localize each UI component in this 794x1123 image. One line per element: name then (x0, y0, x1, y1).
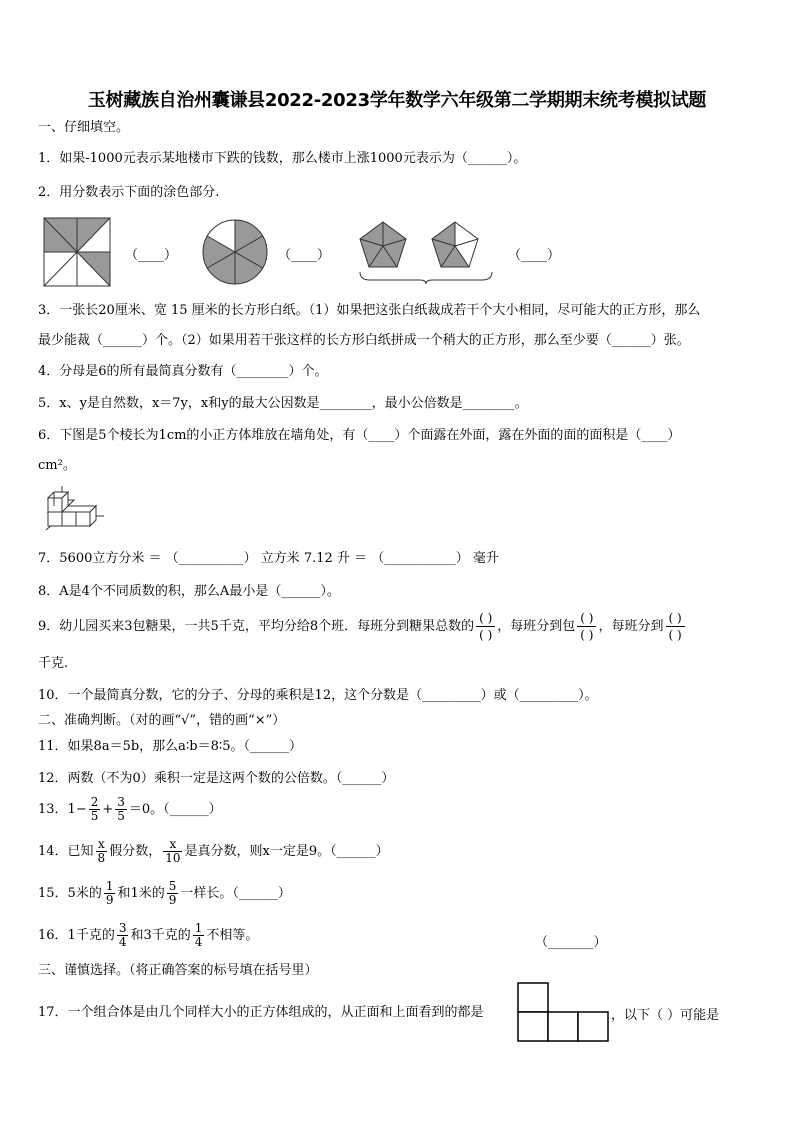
q13-fraction-1 (89, 796, 101, 823)
q13-f2-den: 5 (117, 809, 125, 823)
q14-post: 是真分数，则x一定是9。（______） (184, 844, 389, 859)
q13-fraction-2 (115, 796, 127, 823)
q14-pre: 14．已知 (38, 844, 94, 859)
section-heading-2: 二、准确判断。（对的画“√”，错的画“×”） (38, 713, 286, 728)
q15-f2-den: 9 (168, 893, 177, 907)
section-heading-3: 三、谨慎选择。（将正确答案的标号填在括号里） (38, 963, 318, 978)
question-9-line-2: 千克. (38, 656, 69, 671)
q16-mid: 和3千克的 (130, 928, 191, 943)
q16-f2-num: 1 (194, 921, 203, 935)
q14-f1-num: x (96, 838, 108, 852)
q9-text-3: ，每班分到 (598, 619, 664, 634)
question-15 (38, 880, 291, 907)
circle-fraction-figure (203, 220, 267, 284)
q2-blank-1: （____） (125, 248, 178, 263)
q14-f2-den: 10 (165, 851, 181, 865)
q14-fraction-2 (163, 838, 182, 865)
question-17-text-2: ，以下（ ）可能是 (611, 1008, 720, 1023)
question-5: 5．x、y是自然数，x＝7y，x和y的最大公因数是________，最小公倍数是________。 (38, 396, 528, 411)
q13-plus: + (102, 802, 114, 817)
q9-text-1: 9．幼儿园买来3包糖果，一共5千克，平均分给8个班．每班分到糖果总数的 (38, 619, 475, 634)
q9-fraction-blank-1 (476, 610, 495, 643)
q16-f1-num: 3 (118, 921, 127, 935)
q17-view-figure (517, 982, 609, 1042)
q9-fraction-blank-3 (666, 610, 685, 643)
q14-mid: 假分数， (109, 844, 162, 859)
corner-cubes-figure (40, 486, 110, 536)
question-13 (38, 796, 222, 823)
question-14 (38, 838, 389, 865)
q9-f2-den: ( ) (580, 628, 594, 642)
q15-post: 一样长。（______） (180, 886, 291, 901)
q9-text-2: ，每班分到包 (497, 619, 576, 634)
q14-f2-num: x (163, 838, 182, 852)
question-3-line-1: 3．一张长20厘米、宽 15 厘米的长方形白纸。（1）如果把这张白纸裁成若干个大小相同，尽可能大的正方形，那么 (38, 303, 701, 318)
q2-blank-3: （____） (508, 248, 561, 263)
q15-f2-num: 5 (168, 879, 177, 893)
q13-pre: 13．1− (38, 802, 87, 817)
question-4: 4．分母是6的所有最简真分数有（________）个。 (38, 364, 328, 379)
q13-f2-num: 3 (117, 795, 125, 809)
question-3-line-2: 最少能裁（______）个。（2）如果用若干张这样的长方形白纸拼成一个稍大的正方形，那么至少要（______）张。 (38, 333, 690, 348)
q14-f1-den: 8 (97, 851, 106, 865)
q13-f1-num: 2 (90, 795, 99, 809)
q15-f1-den: 9 (105, 893, 114, 907)
q13-post: ＝0。（______） (128, 802, 222, 817)
section-heading-1: 一、仔细填空。 (38, 120, 130, 135)
question-6-line-2: cm²。 (38, 458, 76, 473)
question-1: 1．如果-1000元表示某地楼市下跌的钱数，那么楼市上涨1000元表示为（______）。 (38, 151, 527, 166)
q16-blank: （_______） (535, 935, 607, 950)
q9-f1-den: ( ) (479, 628, 493, 642)
q15-fraction-2 (167, 880, 179, 907)
q15-pre: 15．5米的 (38, 886, 102, 901)
page-title: 玉树藏族自治州囊谦县2022-2023学年数学六年级第二学期期末统考模拟试题 (87, 90, 707, 111)
q16-fraction-2 (193, 922, 205, 949)
pentagon-pair-figure (356, 218, 496, 282)
q15-f1-num: 1 (105, 879, 114, 893)
q14-fraction-1 (96, 838, 108, 865)
q16-f1-den: 4 (118, 935, 127, 949)
q15-fraction-1 (104, 880, 116, 907)
question-16 (38, 922, 258, 949)
q9-f1-num: ( ) (476, 610, 495, 627)
q16-fraction-1 (117, 922, 129, 949)
question-17-text-1: 17．一个组合体是由几个同样大小的正方体组成的，从正面和上面看到的都是 (38, 1005, 484, 1020)
square-fraction-figure (44, 218, 110, 286)
q2-blank-2: （____） (278, 248, 331, 263)
q16-pre: 16．1千克的 (38, 928, 115, 943)
question-7: 7．5600立方分米 ＝ （__________） 立方米 7.12 升 ＝ （___________） 毫升 (38, 551, 499, 566)
q13-f1-den: 5 (90, 809, 99, 823)
question-10: 10．一个最简真分数，它的分子、分母的乘积是12，这个分数是（_________）或（_________）。 (38, 688, 598, 703)
question-11: 11．如果8a＝5b，那么a∶b＝8∶5。（______） (38, 739, 303, 754)
q15-mid: 和1米的 (117, 886, 165, 901)
question-2: 2．用分数表示下面的涂色部分. (38, 185, 220, 200)
q9-f2-num: ( ) (577, 610, 596, 627)
question-6-line-1: 6．下图是5个棱长为1cm的小正方体堆放在墙角处，有（____）个面露在外面，露在外面的面的面积是（____） (38, 428, 681, 443)
question-12: 12．两数（不为0）乘积一定是这两个数的公倍数。（______） (38, 771, 395, 786)
question-9 (38, 610, 687, 643)
q9-f3-den: ( ) (668, 628, 682, 642)
question-8: 8．A是4个不同质数的积，那么A最小是（______）。 (38, 584, 340, 599)
q16-f2-den: 4 (194, 935, 203, 949)
q9-f3-num: ( ) (666, 610, 685, 627)
q16-post: 不相等。 (206, 928, 259, 943)
q9-fraction-blank-2 (577, 610, 596, 643)
